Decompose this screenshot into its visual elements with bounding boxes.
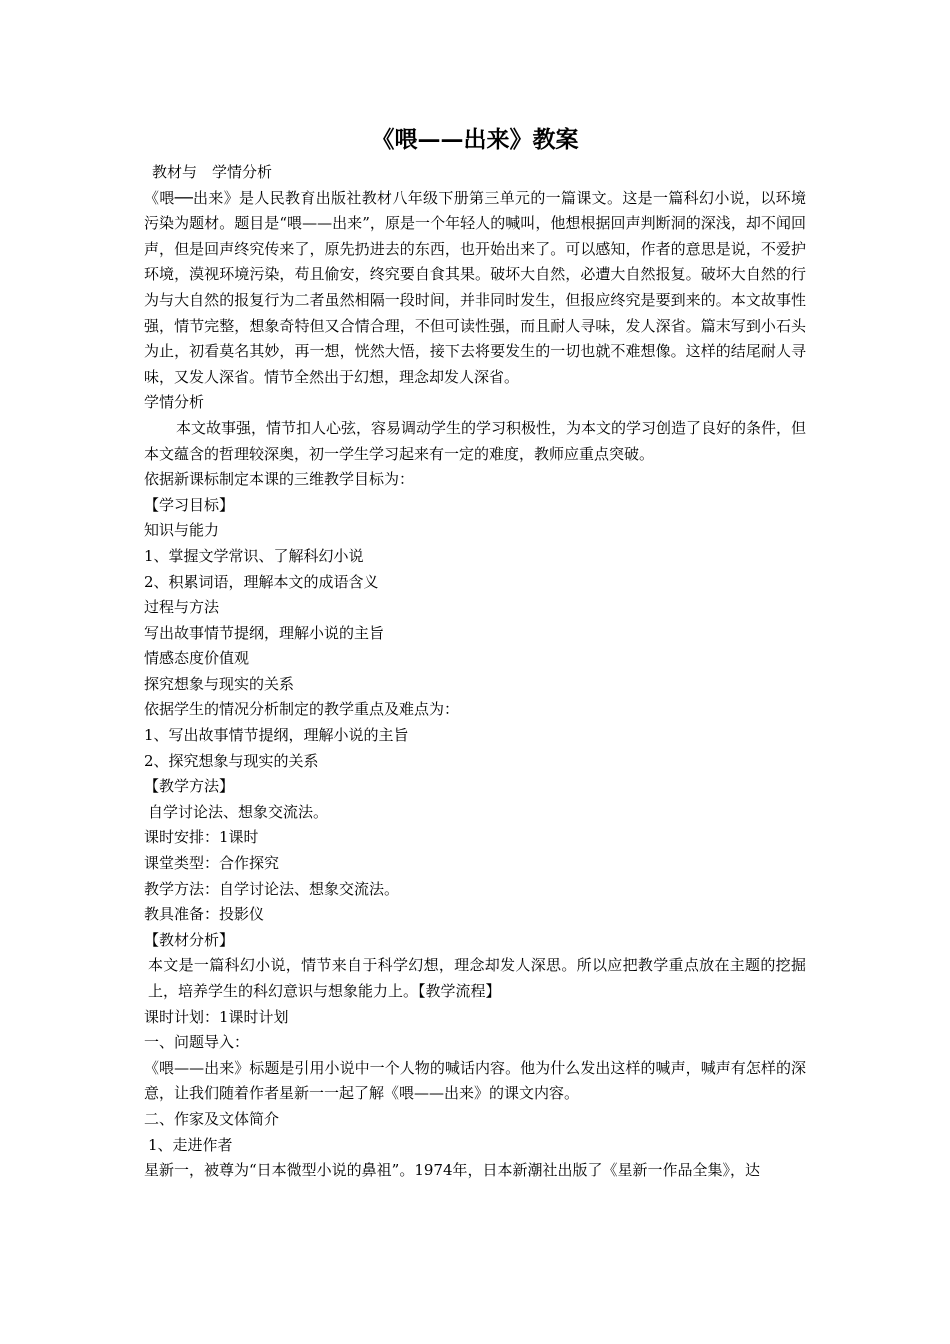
section-heading-analysis: 教材与 学情分析 <box>152 163 273 181</box>
step1-paragraph: 《喂——出来》标题是引用小说中一个人物的喊话内容。他为什么发出这样的喊声，喊声有怎样的深意，让我们随着作者星新一一起了解《喂——出来》的课文内容。 <box>144 1058 806 1103</box>
method-heading: 【教学方法】 <box>144 777 235 796</box>
intro-paragraph: 《喂──出来》是人民教育出版社教材八年级下册第三单元的一篇课文。这是一篇科幻小说，以环境污染为题材。题目是“喂——出来”，原是一个年轻人的喊叫，他想根据回声判断洞的深浅，却不闻回声，但是回声终究传来了，原先扔进去的东西，也开始出来了。可以感知，作者的意思是说，不爱护环境，漠视环境污染，苟且偷安，终究要自食其果。破坏大自然，必遭大自然报复。破坏大自然的行为与大自然的报复行为二者虽然相隔一段时间，并非同时发生，但报应终究是要到来的。本文故事性强，情节完整，想象奇特但又合情合理，不但可读性强，而且耐人寻味，发人深省。篇末写到小石头为止，初看莫名其妙，再一想，恍然大悟，接下去将要发生的一切也就不难想像。这样的结尾耐人寻味，又发人深省。情节全然出于幻想，理念却发人深省。 <box>144 188 806 386</box>
step2-sub: 1、走进作者 <box>148 1135 233 1154</box>
class-type: 课堂类型：合作探究 <box>144 854 280 873</box>
material-paragraph: 本文是一篇科幻小说，情节来自于科学幻想，理念却发人深思。所以应把教学重点放在主题的挖掘上，培养学生的科幻意识与想象能力上。【教学流程】 <box>148 956 806 1000</box>
method-text: 自学讨论法、想象交流法。 <box>148 802 329 821</box>
author-line: 星新一，被尊为“日本微型小说的鼻祖”。1974年，日本新潮社出版了《星新一作品全集》，达 <box>144 1161 761 1180</box>
document-title: 《喂——出来》教案 <box>371 126 579 153</box>
teaching-method: 教学方法：自学讨论法、想象交流法。 <box>144 879 400 898</box>
material-heading: 【教材分析】 <box>144 930 235 949</box>
goals-basis: 依据新课标制定本课的三维教学目标为： <box>144 470 415 489</box>
knowledge-item-1: 1、掌握文学常识、了解科幻小说 <box>144 546 364 565</box>
knowledge-item-2: 2、积累词语，理解本文的成语含义 <box>144 572 379 591</box>
process-item-1: 写出故事情节提纲，理解小说的主旨 <box>144 623 385 642</box>
class-time: 课时安排：1课时 <box>144 828 259 847</box>
knowledge-heading: 知识与能力 <box>144 521 220 540</box>
emotion-item-1: 探究想象与现实的关系 <box>144 674 295 693</box>
emotion-heading: 情感态度价值观 <box>144 649 250 668</box>
class-plan: 课时计划：1课时计划 <box>144 1007 289 1026</box>
process-heading: 过程与方法 <box>144 598 220 617</box>
step2-heading: 二、作家及文体简介 <box>144 1109 280 1128</box>
step1-heading: 一、问题导入： <box>144 1033 250 1052</box>
focus-item-1: 1、写出故事情节提纲，理解小说的主旨 <box>144 726 409 745</box>
student-analysis-heading: 学情分析 <box>144 393 205 412</box>
focus-item-2: 2、探究想象与现实的关系 <box>144 751 319 770</box>
teaching-tools: 教具准备：投影仪 <box>144 905 265 924</box>
student-analysis-paragraph: 本文故事强，情节扣人心弦，容易调动学生的学习积极性，为本文的学习创造了良好的条件，但本文蕴含的哲理较深奥，初一学生学习起来有一定的难度，教师应重点突破。 <box>144 418 807 463</box>
document-page <box>144 120 806 1184</box>
goals-heading: 【学习目标】 <box>144 495 235 514</box>
focus-basis: 依据学生的情况分析制定的教学重点及难点为： <box>144 700 460 719</box>
